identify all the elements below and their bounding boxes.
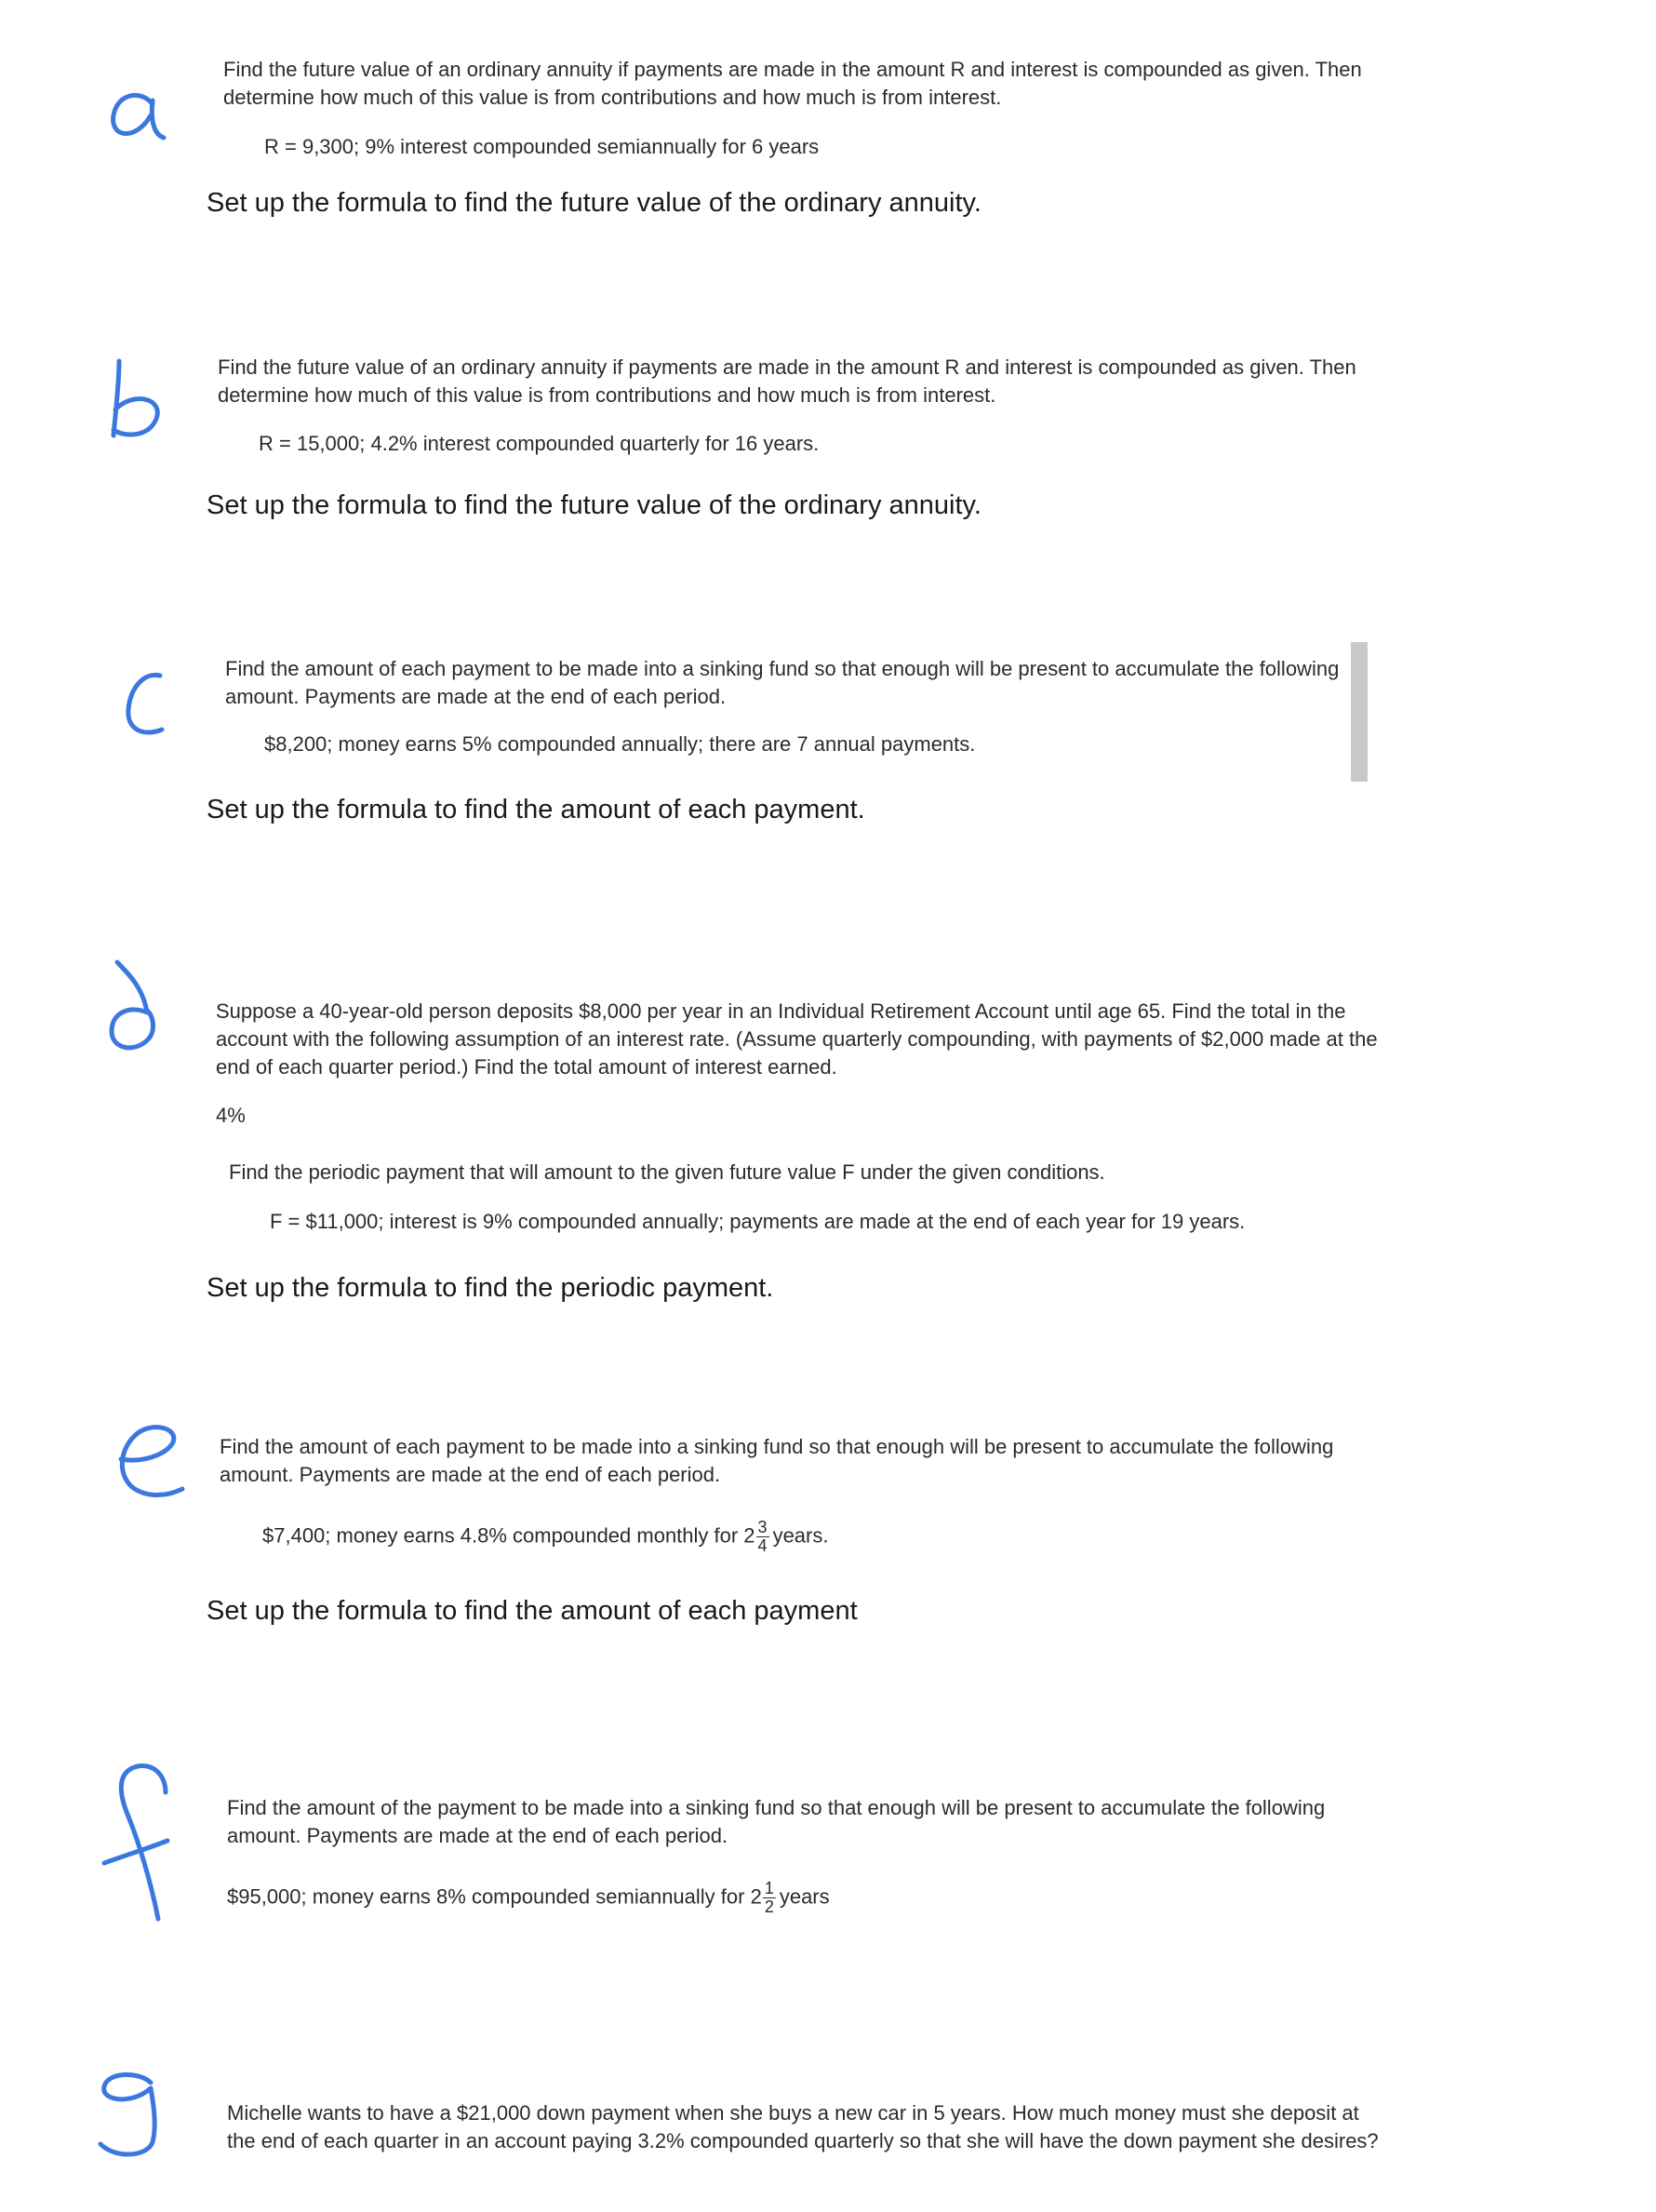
problem-d-text-2: Find the periodic payment that will amount to the given future value F under the given conditions. [229, 1160, 1105, 1184]
handwritten-marker-g [93, 2068, 177, 2161]
handwritten-marker-f [100, 1751, 194, 1928]
problem-d-condition: F = $11,000; interest is 9% compounded annually; payments are made at the end of each year for 19 years. [270, 1210, 1246, 1233]
handwritten-marker-d [102, 957, 177, 1059]
fraction-numerator: 1 [764, 1879, 774, 1897]
problem-b-text: Find the future value of an ordinary annuity if payments are made in the amount R and interest is compounded as given. Then determine how much of this value is from contributions and how much is from interest. [218, 355, 1356, 407]
problem-d-text: Suppose a 40-year-old person deposits $8,000 per year in an Individual Retirement Account until age 65. Find the total in the account with the following assumption of an interest rate. (Assume quarterly compounding, with payments of $2,000 made at the end of each quarter period.) Find the total amount of interest earned. [216, 999, 1378, 1079]
problem-b-setup: Set up the formula to find the future value of the ordinary annuity. [207, 490, 982, 520]
problem-e-text: Find the amount of each payment to be made into a sinking fund so that enough will be present to accumulate the following amount. Payments are made at the end of each period. [220, 1435, 1334, 1486]
problem-e-condition [262, 1519, 1379, 1555]
handwritten-marker-b [106, 357, 171, 441]
handwritten-marker-e [114, 1418, 197, 1502]
problem-a-setup: Set up the formula to find the future value of the ordinary annuity. [207, 188, 982, 218]
problem-e-condition-suffix: years. [772, 1523, 829, 1548]
fraction-numerator: 3 [757, 1518, 768, 1536]
fraction-denominator: 2 [764, 1897, 774, 1916]
fraction-denominator: 4 [757, 1536, 768, 1555]
problem-f-condition [227, 1880, 1343, 1916]
problem-f-condition-text: $95,000; money earns 8% compounded semiannually for 2 [227, 1884, 762, 1909]
problem-a-text: Find the future value of an ordinary annuity if payments are made in the amount R and interest is compounded as given. Then determine how much of this value is from contributions and how much is from interest. [223, 58, 1362, 109]
problem-d-setup: Set up the formula to find the periodic payment. [207, 1273, 774, 1303]
problem-c-setup: Set up the formula to find the amount of each payment. [207, 795, 865, 824]
problem-f-text: Find the amount of the payment to be made into a sinking fund so that enough will be present to accumulate the following amount. Payments are made at the end of each period. [227, 1796, 1326, 1847]
mixed-number-fraction [763, 1880, 776, 1916]
handwritten-marker-c [119, 668, 175, 743]
problem-c-condition: $8,200; money earns 5% compounded annually; there are 7 annual payments. [264, 732, 976, 756]
problem-d-rate: 4% [216, 1104, 246, 1127]
problem-e-condition-text: $7,400; money earns 4.8% compounded monthly for 2 [262, 1523, 755, 1548]
problem-c-text: Find the amount of each payment to be made into a sinking fund so that enough will be present to accumulate the following amount. Payments are made at the end of each period. [225, 657, 1340, 708]
problem-g-text: Michelle wants to have a $21,000 down payment when she buys a new car in 5 years. How much money must she deposit at the end of each quarter in an account paying 3.2% compounded quarterly so that she will have the down payment she desires? [227, 2101, 1379, 2152]
handwritten-marker-a [104, 76, 169, 151]
problem-a-condition: R = 9,300; 9% interest compounded semiannually for 6 years [264, 135, 820, 158]
scrollbar-thumb[interactable] [1351, 642, 1368, 782]
problem-f-condition-suffix: years [779, 1884, 830, 1909]
mixed-number-fraction [756, 1519, 769, 1555]
problem-b-condition: R = 15,000; 4.2% interest compounded quarterly for 16 years. [259, 432, 820, 455]
problem-e-setup: Set up the formula to find the amount of each payment [207, 1596, 858, 1626]
